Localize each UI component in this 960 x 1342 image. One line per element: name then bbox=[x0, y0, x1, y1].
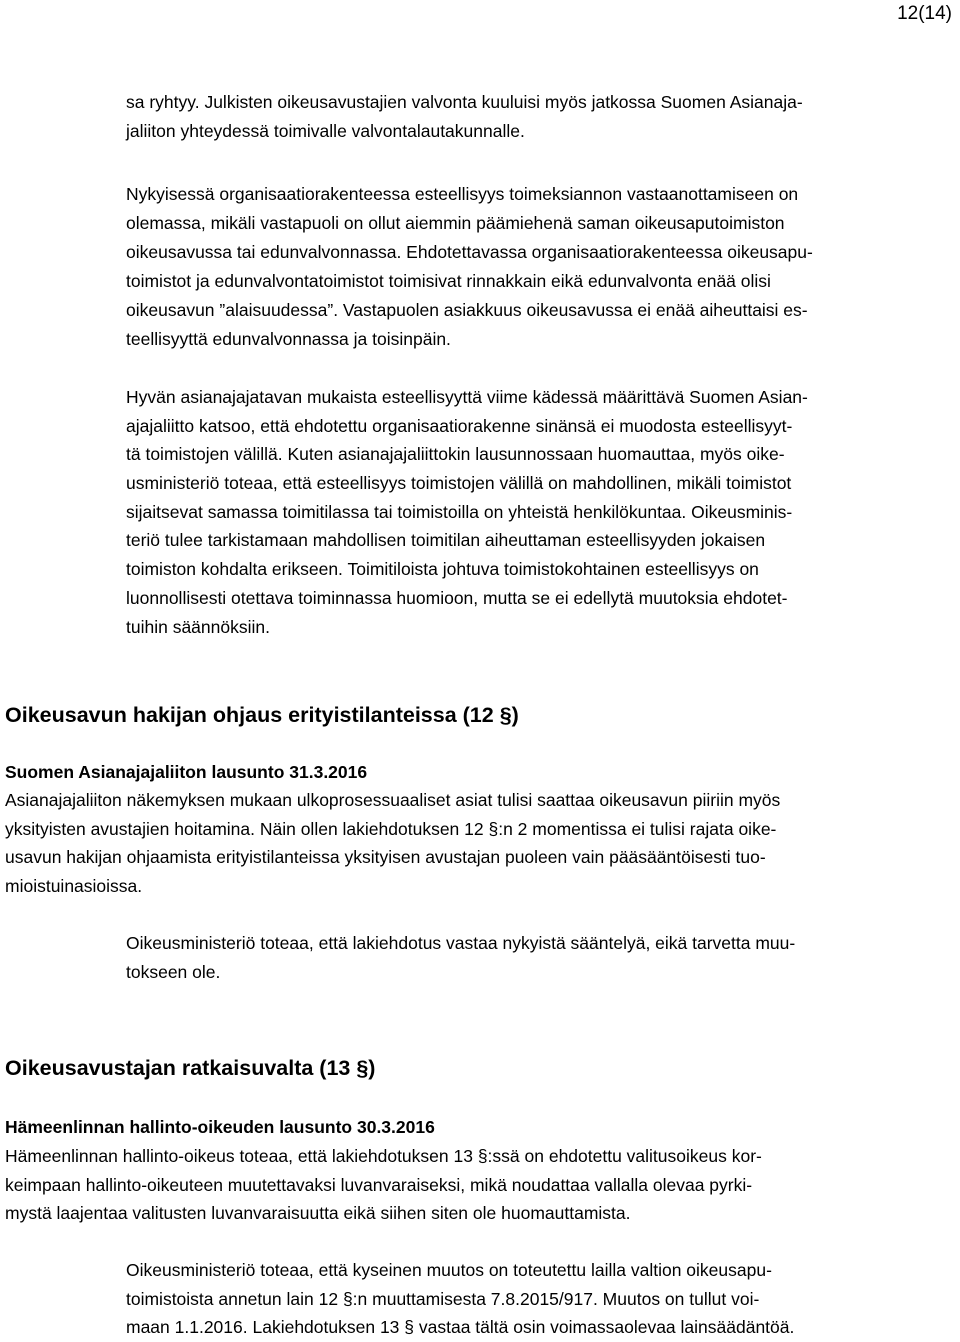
text-line: Oikeusministeriö toteaa, että kyseinen muutos on toteutettu laillа valtion oikeusapu- bbox=[126, 1260, 772, 1280]
ministry-response-12 bbox=[126, 929, 948, 987]
text-line: olemassa, mikäli vastapuoli on ollut aiemmin päämiehenä saman oikeusaputoimiston bbox=[126, 213, 785, 233]
text-line: keimpaan hallinto-oikeuteen muutettavaksi luvanvaraiseksi, mikä noudattaa vallalla olevaa pyrki- bbox=[5, 1174, 753, 1195]
text-line: toimistoista annetun lain 12 §:n muuttamisesta 7.8.2015/917. Muutos on tullut voi- bbox=[126, 1288, 760, 1309]
text-line: tuihin säännöksiin. bbox=[126, 616, 270, 637]
text-line: Asianajajaliiton näkemyksen mukaan ulkoprosessuaaliset asiat tulisi saattaa oikeusavun piiriin myös bbox=[5, 790, 781, 810]
text-line: Hyvän asianajajatavan mukaista esteellisyyttä viime kädessä määrittävä Suomen Asian- bbox=[126, 387, 808, 407]
text-line: teellisyyttä edunvalvonnassa ja toisinpäin. bbox=[126, 329, 451, 349]
text-line: mioistuinasioissa. bbox=[5, 875, 143, 896]
section-heading-12: Oikeusavun hakijan ohjaus erityistilanteissa (12 §) bbox=[5, 703, 519, 727]
text-line: tokseen ole. bbox=[126, 962, 221, 982]
text-line: ajajaliitto katsoo, että ehdotettu organisaatiorakenne sinänsä ei muodosta esteellisyyt- bbox=[126, 415, 793, 436]
text-line: Oikeusministeriö toteaa, että lakiehdotus vastaa nykyistä sääntelyä, eikä tarvetta muu- bbox=[126, 933, 796, 953]
paragraph-bar-association-view bbox=[126, 383, 948, 641]
text-line: usministeriö toteaa, että esteellisyys toimistojen välillä on mahdollinen, mikäli toimistot bbox=[126, 473, 792, 494]
text-line: oikeusavussa tai edunvalvonnassa. Ehdotettavassa organisaatiorakenteessa oikeusapu- bbox=[126, 242, 813, 262]
text-line: toimiston kohdalta erikseen. Toimitiloista johtuva toimistokohtainen esteellisyys on bbox=[126, 559, 759, 580]
paragraph-continuation bbox=[126, 88, 948, 146]
paragraph-conflict-current bbox=[126, 180, 948, 354]
page-number: 12(14) bbox=[897, 3, 952, 24]
statement-source-bar-association: Suomen Asianajajaliiton lausunto 31.3.2016 bbox=[5, 762, 368, 782]
text-line: sijaitsevat samassa toimitilassa tai toimistoilla on yhteistä henkilökuntaa. Oikeusminis- bbox=[126, 501, 793, 522]
text-line: jaliiton yhteydessä toimivalle valvontalautakunnalle. bbox=[126, 121, 525, 141]
text-line: Nykyisessä organisaatiorakenteessa esteellisyys toimeksiannon vastaanottamiseen on bbox=[126, 184, 799, 204]
text-line: Hämeenlinnan hallinto-oikeus toteaa, että lakiehdotuksen 13 §:ssä on ehdotettu valitusoikeus kor- bbox=[5, 1146, 762, 1166]
text-line: toimistot ja edunvalvontatoimistot toimisivat rinnakkain eikä edunvalvonta enää olisi bbox=[126, 271, 771, 291]
text-line: oikeusavun ”alaisuudessa”. Vastapuolen asiakkuus oikeusavussa ei enää aiheuttaisi es- bbox=[126, 300, 808, 320]
text-line: mystä laajentaa valitusten luvanvaraisuutta eikä siihen siten ole huomauttamista. bbox=[5, 1203, 631, 1223]
text-line: sa ryhtyy. Julkisten oikeusavustajien valvonta kuuluisi myös jatkossa Suomen Asianaja- bbox=[126, 92, 803, 112]
section-heading-13: Oikeusavustajan ratkaisuvalta (13 §) bbox=[5, 1056, 376, 1080]
statement-bar-association bbox=[5, 786, 948, 900]
text-line: yksityisten avustajien hoitamina. Näin ollen lakiehdotuksen 12 §:n 2 momentissa ei tulisi rajata oike- bbox=[5, 818, 777, 839]
statement-source-administrative-court: Hämeenlinnan hallinto-oikeuden lausunto 30.3.2016 bbox=[5, 1117, 435, 1137]
text-line: maan 1.1.2016. Lakiehdotuksen 13 § vastaa tältä osin voimassaolevaa lainsäädäntöä. bbox=[126, 1317, 795, 1337]
text-line: usavun hakijan ohjaamista erityistilanteissa yksityisen avustajan puoleen vain pääsääntöisesti tuo- bbox=[5, 847, 766, 867]
text-line: luonnollisesti otettava toiminnassa huomioon, mutta se ei edellytä muutoksia ehdotet- bbox=[126, 587, 788, 608]
text-line: tä toimistojen välillä. Kuten asianajajaliittokin lausunnossaan huomauttaa, myös oike- bbox=[126, 444, 785, 465]
ministry-response-13 bbox=[126, 1256, 948, 1342]
statement-administrative-court bbox=[5, 1142, 948, 1228]
text-line: teriö tulee tarkistamaan mahdollisen toimitilan aiheuttaman esteellisyyden jokaisen bbox=[126, 530, 766, 551]
